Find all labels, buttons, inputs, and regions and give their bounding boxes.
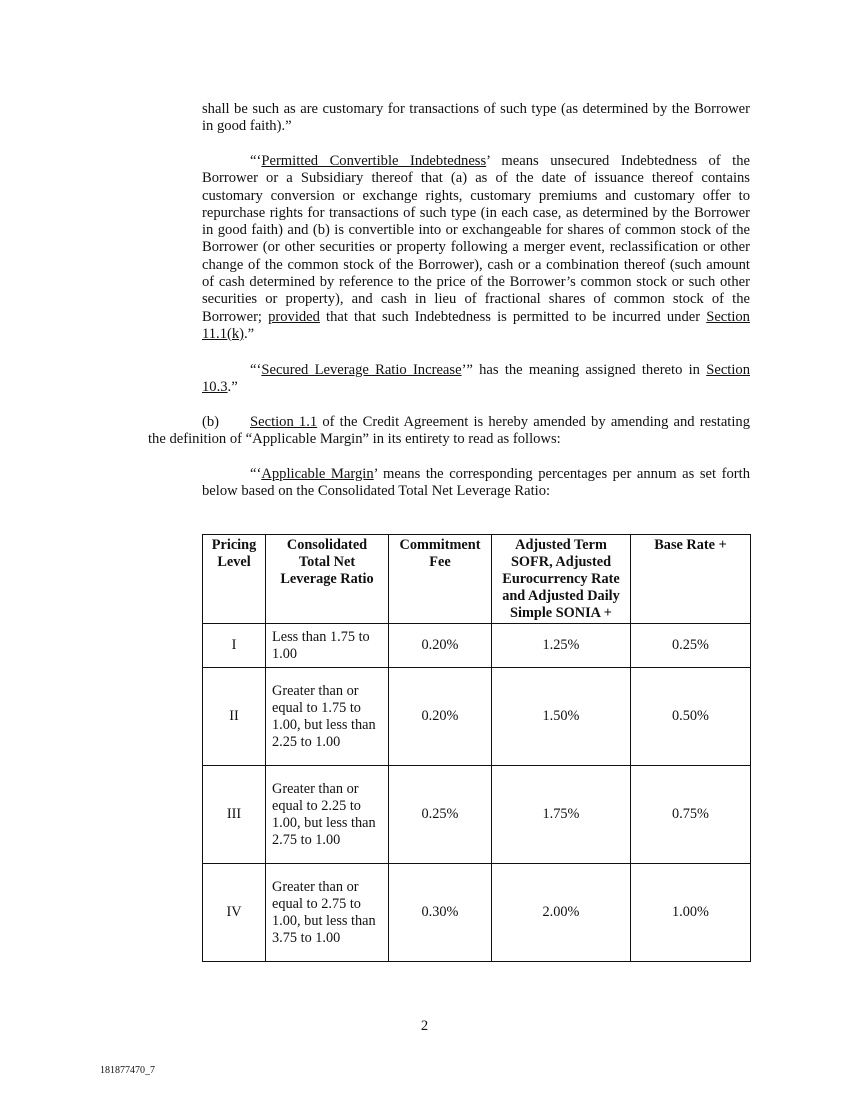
sofr-margin: 1.25% bbox=[492, 624, 631, 668]
sofr-margin: 1.75% bbox=[492, 766, 631, 864]
commitment-fee: 0.25% bbox=[389, 766, 492, 864]
pricing-level: III bbox=[203, 766, 266, 864]
page-number: 2 bbox=[420, 1018, 429, 1034]
pricing-level: IV bbox=[203, 864, 266, 962]
leverage-ratio: Greater than or equal to 2.75 to 1.00, but less than 3.75 to 1.00 bbox=[266, 864, 389, 962]
header-commitment-fee: Commitment Fee bbox=[389, 535, 492, 624]
provided-word: provided bbox=[268, 308, 320, 325]
paragraph-permitted-convertible-indebtedness bbox=[202, 153, 750, 343]
table-row bbox=[203, 766, 751, 864]
defined-term: Secured Leverage Ratio Increase bbox=[261, 362, 462, 378]
commitment-fee: 0.20% bbox=[389, 624, 492, 668]
definition-text-2: that that such Indebtedness is permitted to be incurred under bbox=[319, 308, 707, 325]
definition-text: ’ means unsecured Indebtedness of the Borrower or a Subsidiary thereof that (a) as of the date of issuance thereof contains customary conversion or exchange rights, customary premiums and customary offer to repurchase rights for transactions of such type (in each case, as determined by the Borrower in good faith) and (b) is convertible into or exchangeable for shares of common stock of the Borrower (or other securities or property following a merger event, reclassification or other change of the common stock of the Borrower), cash or a combination thereof (such amount of cash determined by reference to the price of the Borrower’s common stock or such other securities or property), and cash in lieu of fractional shares of common stock of the Borrower; bbox=[202, 153, 750, 325]
open-quote: “‘ bbox=[250, 466, 262, 482]
base-rate-margin: 0.75% bbox=[631, 766, 751, 864]
pricing-level: I bbox=[203, 624, 266, 668]
sofr-margin: 1.50% bbox=[492, 668, 631, 766]
base-rate-margin: 0.25% bbox=[631, 624, 751, 668]
header-pricing-level: Pricing Level bbox=[203, 535, 266, 624]
document-id: 181877470_7 bbox=[100, 1065, 155, 1076]
table-row bbox=[203, 624, 751, 668]
header-leverage-ratio: Consolidated Total Net Leverage Ratio bbox=[266, 535, 389, 624]
leverage-ratio: Less than 1.75 to 1.00 bbox=[266, 624, 389, 668]
open-quote: “‘ bbox=[250, 153, 262, 169]
leverage-ratio: Greater than or equal to 1.75 to 1.00, but less than 2.25 to 1.00 bbox=[266, 668, 389, 766]
commitment-fee: 0.30% bbox=[389, 864, 492, 962]
paragraph-secured-leverage-ratio-increase bbox=[202, 362, 750, 397]
section-reference: Section 11.1(k) bbox=[202, 308, 750, 342]
close-quote: .” bbox=[244, 325, 255, 342]
close-quote: .” bbox=[227, 379, 238, 396]
paragraph-amendment-b bbox=[148, 414, 750, 449]
amendment-text: of the Credit Agreement is hereby amended by amending and restating the definition of “Applicable Margin” in its entirety to read as follows: bbox=[148, 414, 751, 448]
open-quote: “‘ bbox=[250, 362, 262, 378]
header-sofr-margin: Adjusted Term SOFR, Adjusted Eurocurrency Rate and Adjusted Daily Simple SONIA + bbox=[492, 535, 631, 624]
defined-term: Applicable Margin bbox=[261, 466, 374, 482]
section-reference: Section 10.3 bbox=[202, 362, 750, 396]
clause-label: (b) bbox=[202, 414, 220, 430]
paragraph-continuation: shall be such as are customary for transactions of such type (as determined by the Borrower in good faith).” bbox=[202, 101, 750, 135]
table-row bbox=[203, 668, 751, 766]
applicable-margin-table bbox=[202, 534, 751, 962]
table-header-row bbox=[203, 535, 751, 624]
section-reference: Section 1.1 bbox=[250, 414, 318, 430]
definition-text: ’ means the corresponding percentages per annum as set forth below based on the Consolidated Total Net Leverage Ratio: bbox=[202, 466, 751, 500]
base-rate-margin: 1.00% bbox=[631, 864, 751, 962]
defined-term: Permitted Convertible Indebtedness bbox=[261, 153, 487, 169]
pricing-level: II bbox=[203, 668, 266, 766]
leverage-ratio: Greater than or equal to 2.25 to 1.00, but less than 2.75 to 1.00 bbox=[266, 766, 389, 864]
commitment-fee: 0.20% bbox=[389, 668, 492, 766]
sofr-margin: 2.00% bbox=[492, 864, 631, 962]
definition-text: ’” has the meaning assigned thereto in bbox=[461, 362, 707, 378]
paragraph-applicable-margin bbox=[202, 466, 750, 501]
base-rate-margin: 0.50% bbox=[631, 668, 751, 766]
table-row bbox=[203, 864, 751, 962]
header-base-rate: Base Rate + bbox=[631, 535, 751, 624]
